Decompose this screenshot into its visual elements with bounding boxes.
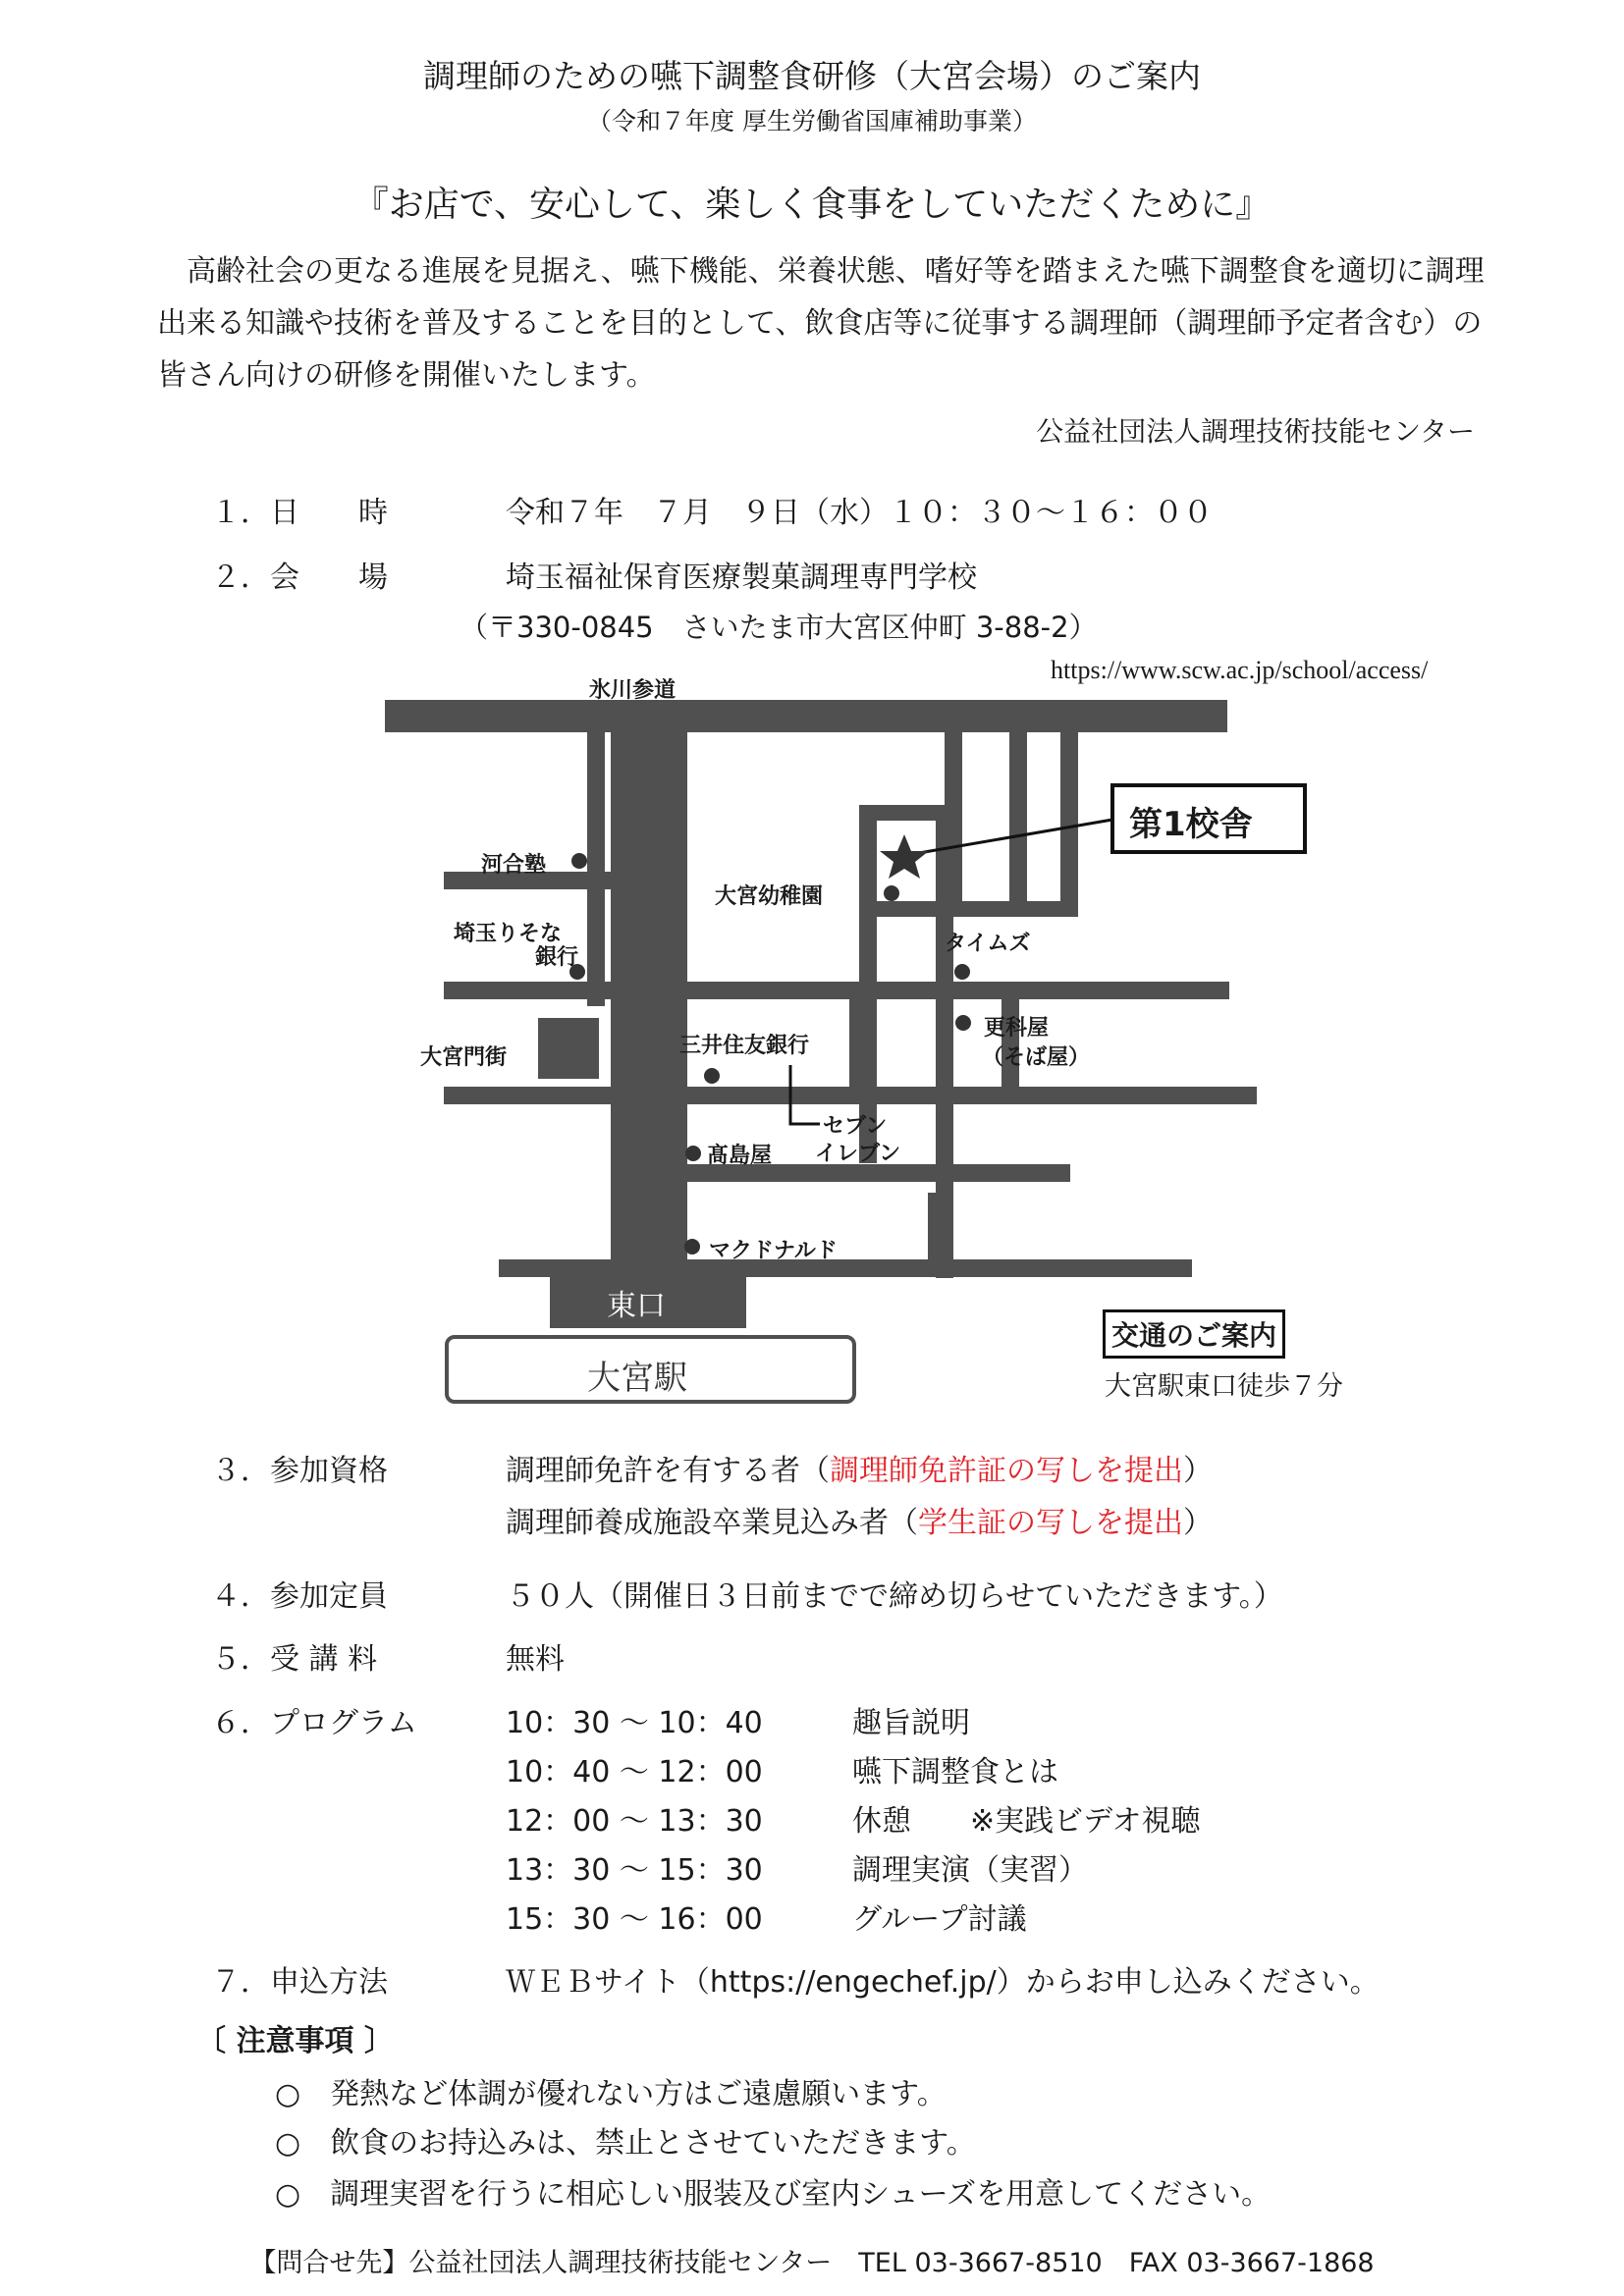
map-label-mitsui: 三井住友銀行 (679, 1034, 810, 1058)
program-time: 10：40 ～ 12：00 (506, 1755, 763, 1789)
eligibility-line-1-text: 調理師免許を有する者（ (506, 1454, 830, 1488)
kawaijuku-marker-icon (571, 853, 587, 869)
page-title: 調理師のための嚥下調整食研修（大宮会場）のご案内 (423, 57, 1201, 95)
note-item (275, 2118, 976, 2162)
note-bullet-icon: ○ (275, 2126, 301, 2161)
eligibility-line-2 (506, 1498, 1213, 1541)
star-icon (880, 834, 929, 879)
note-text: 調理実習を行うに相応しい服装及び室内シューズを用意してください。 (330, 2177, 1272, 2212)
map-label-resona-2: 銀行 (535, 945, 579, 970)
program-desc: 嚥下調整食とは (852, 1755, 1058, 1789)
date-label: １．日 時 (211, 496, 388, 530)
venue-label: ２．会 場 (211, 561, 388, 595)
intro-paragraph: 高齢社会の更なる進展を見据え、嚥下機能、栄養状態、嗜好等を踏まえた嚥下調整食を適切に調理出来る知識や技術を普及することを目的として、飲食店等に従事する調理師（調理師予定者含む）の皆さん向けの研修を開催いたします。 (157, 254, 1485, 393)
program-row (506, 1698, 763, 1741)
program-time: 13：30 ～ 15：30 (506, 1853, 763, 1888)
times-marker-icon (954, 964, 970, 980)
catchphrase: 『お店で、安心して、楽しく食事をしていただくために』 (352, 185, 1272, 225)
map-label-resona-1: 埼玉りそな (454, 922, 563, 946)
apply-value[interactable]: ＷＥＢサイト（https://engechef.jp/）からお申し込みください。 (506, 1965, 1380, 2000)
program-time: 12：00 ～ 13：30 (506, 1804, 763, 1839)
page-subtitle: （令和７年度 厚生労働省国庫補助事業） (587, 107, 1037, 135)
map-label-mcdonalds: マクドナルド (709, 1239, 838, 1263)
contact-footer: 【問合せ先】公益社団法人調理技術技能センター TEL 03-3667-8510 FAX 03-3667-1868 (249, 2248, 1375, 2278)
program-time: 10：30 ～ 10：40 (506, 1706, 763, 1740)
note-text: 飲食のお持込みは、禁止とさせていただきます。 (330, 2126, 976, 2161)
kindergarten-marker-icon (884, 885, 899, 901)
note-bullet-icon: ○ (275, 2177, 301, 2212)
program-desc: 趣旨説明 (852, 1706, 970, 1740)
access-title: 交通のご案内 (1103, 1309, 1285, 1359)
program-desc: 休憩 ※実践ビデオ視聴 (852, 1804, 1201, 1839)
note-item (275, 2069, 947, 2112)
seven-leader-line (790, 1065, 820, 1124)
mcdonalds-marker-icon (684, 1239, 700, 1255)
venue-address: （〒330-0845 さいたま市大宮区仲町 3-88-2） (460, 611, 1098, 644)
note-text: 発熱など体調が優れない方はご遠慮願います。 (330, 2077, 947, 2111)
access-text: 大宮駅東口徒歩７分 (1105, 1371, 1343, 1402)
apply-label: ７．申込方法 (211, 1965, 388, 2000)
map-label-seven-2: イレブン (815, 1142, 901, 1166)
fee-label: ５．受 講 料 (211, 1642, 378, 1677)
map-label-kindergarten: 大宮幼稚園 (715, 884, 824, 909)
map-label-takashimaya: 髙島屋 (707, 1144, 773, 1168)
notes-heading: 〔 注意事項 〕 (196, 2024, 394, 2058)
venue-name: 埼玉福祉保育医療製菓調理専門学校 (506, 561, 977, 595)
map-label-sarashinaya-2: （そば屋） (982, 1045, 1091, 1070)
eligibility-line-2-note: 学生証の写しを提出 (918, 1506, 1183, 1540)
map-label-school-building: 第1校舎 (1129, 805, 1253, 844)
mitsui-marker-icon (704, 1068, 720, 1084)
eligibility-line-2-end: ） (1183, 1506, 1213, 1540)
date-value: 令和７年 ７月 ９日（水）１０：３０～１６：００ (506, 496, 1213, 530)
note-bullet-icon: ○ (275, 2077, 301, 2111)
capacity-label: ４．参加定員 (211, 1579, 388, 1614)
capacity-value: ５０人（開催日３日前までで締め切らせていただきます。） (506, 1579, 1283, 1614)
map-label-sarashinaya-1: 更科屋 (984, 1016, 1050, 1041)
map-label-east-exit: 東口 (607, 1289, 666, 1323)
eligibility-label: ３．参加資格 (211, 1454, 388, 1488)
note-item (275, 2169, 1271, 2213)
program-desc: 調理実演（実習） (852, 1853, 1088, 1888)
map-label-seven-1: セブン (823, 1114, 888, 1139)
eligibility-line-1-end: ） (1183, 1454, 1213, 1488)
map-label-kawaijuku: 河合塾 (481, 853, 547, 878)
eligibility-line-1 (506, 1446, 1213, 1489)
school-callout-line (913, 820, 1112, 854)
map-label-times: タイムズ (945, 932, 1031, 956)
organizer-name: 公益社団法人調理技術技能センター (1036, 415, 1475, 448)
map-label-hikawa: 氷川参道 (589, 678, 677, 703)
map-label-omiya-station: 大宮駅 (587, 1359, 687, 1398)
venue-access-url[interactable]: https://www.scw.ac.jp/school/access/ (1051, 656, 1429, 684)
map-label-omiya-mongai: 大宮門街 (420, 1045, 508, 1070)
eligibility-line-2-text: 調理師養成施設卒業見込み者（ (506, 1506, 918, 1540)
program-label: ６．プログラム (211, 1706, 417, 1740)
eligibility-line-1-note: 調理師免許証の写しを提出 (830, 1454, 1183, 1488)
fee-value: 無料 (506, 1642, 565, 1677)
program-desc: グループ討議 (852, 1902, 1027, 1937)
sarashinaya-marker-icon (955, 1015, 971, 1031)
program-time: 15：30 ～ 16：00 (506, 1902, 763, 1937)
takashimaya-marker-icon (685, 1146, 701, 1161)
